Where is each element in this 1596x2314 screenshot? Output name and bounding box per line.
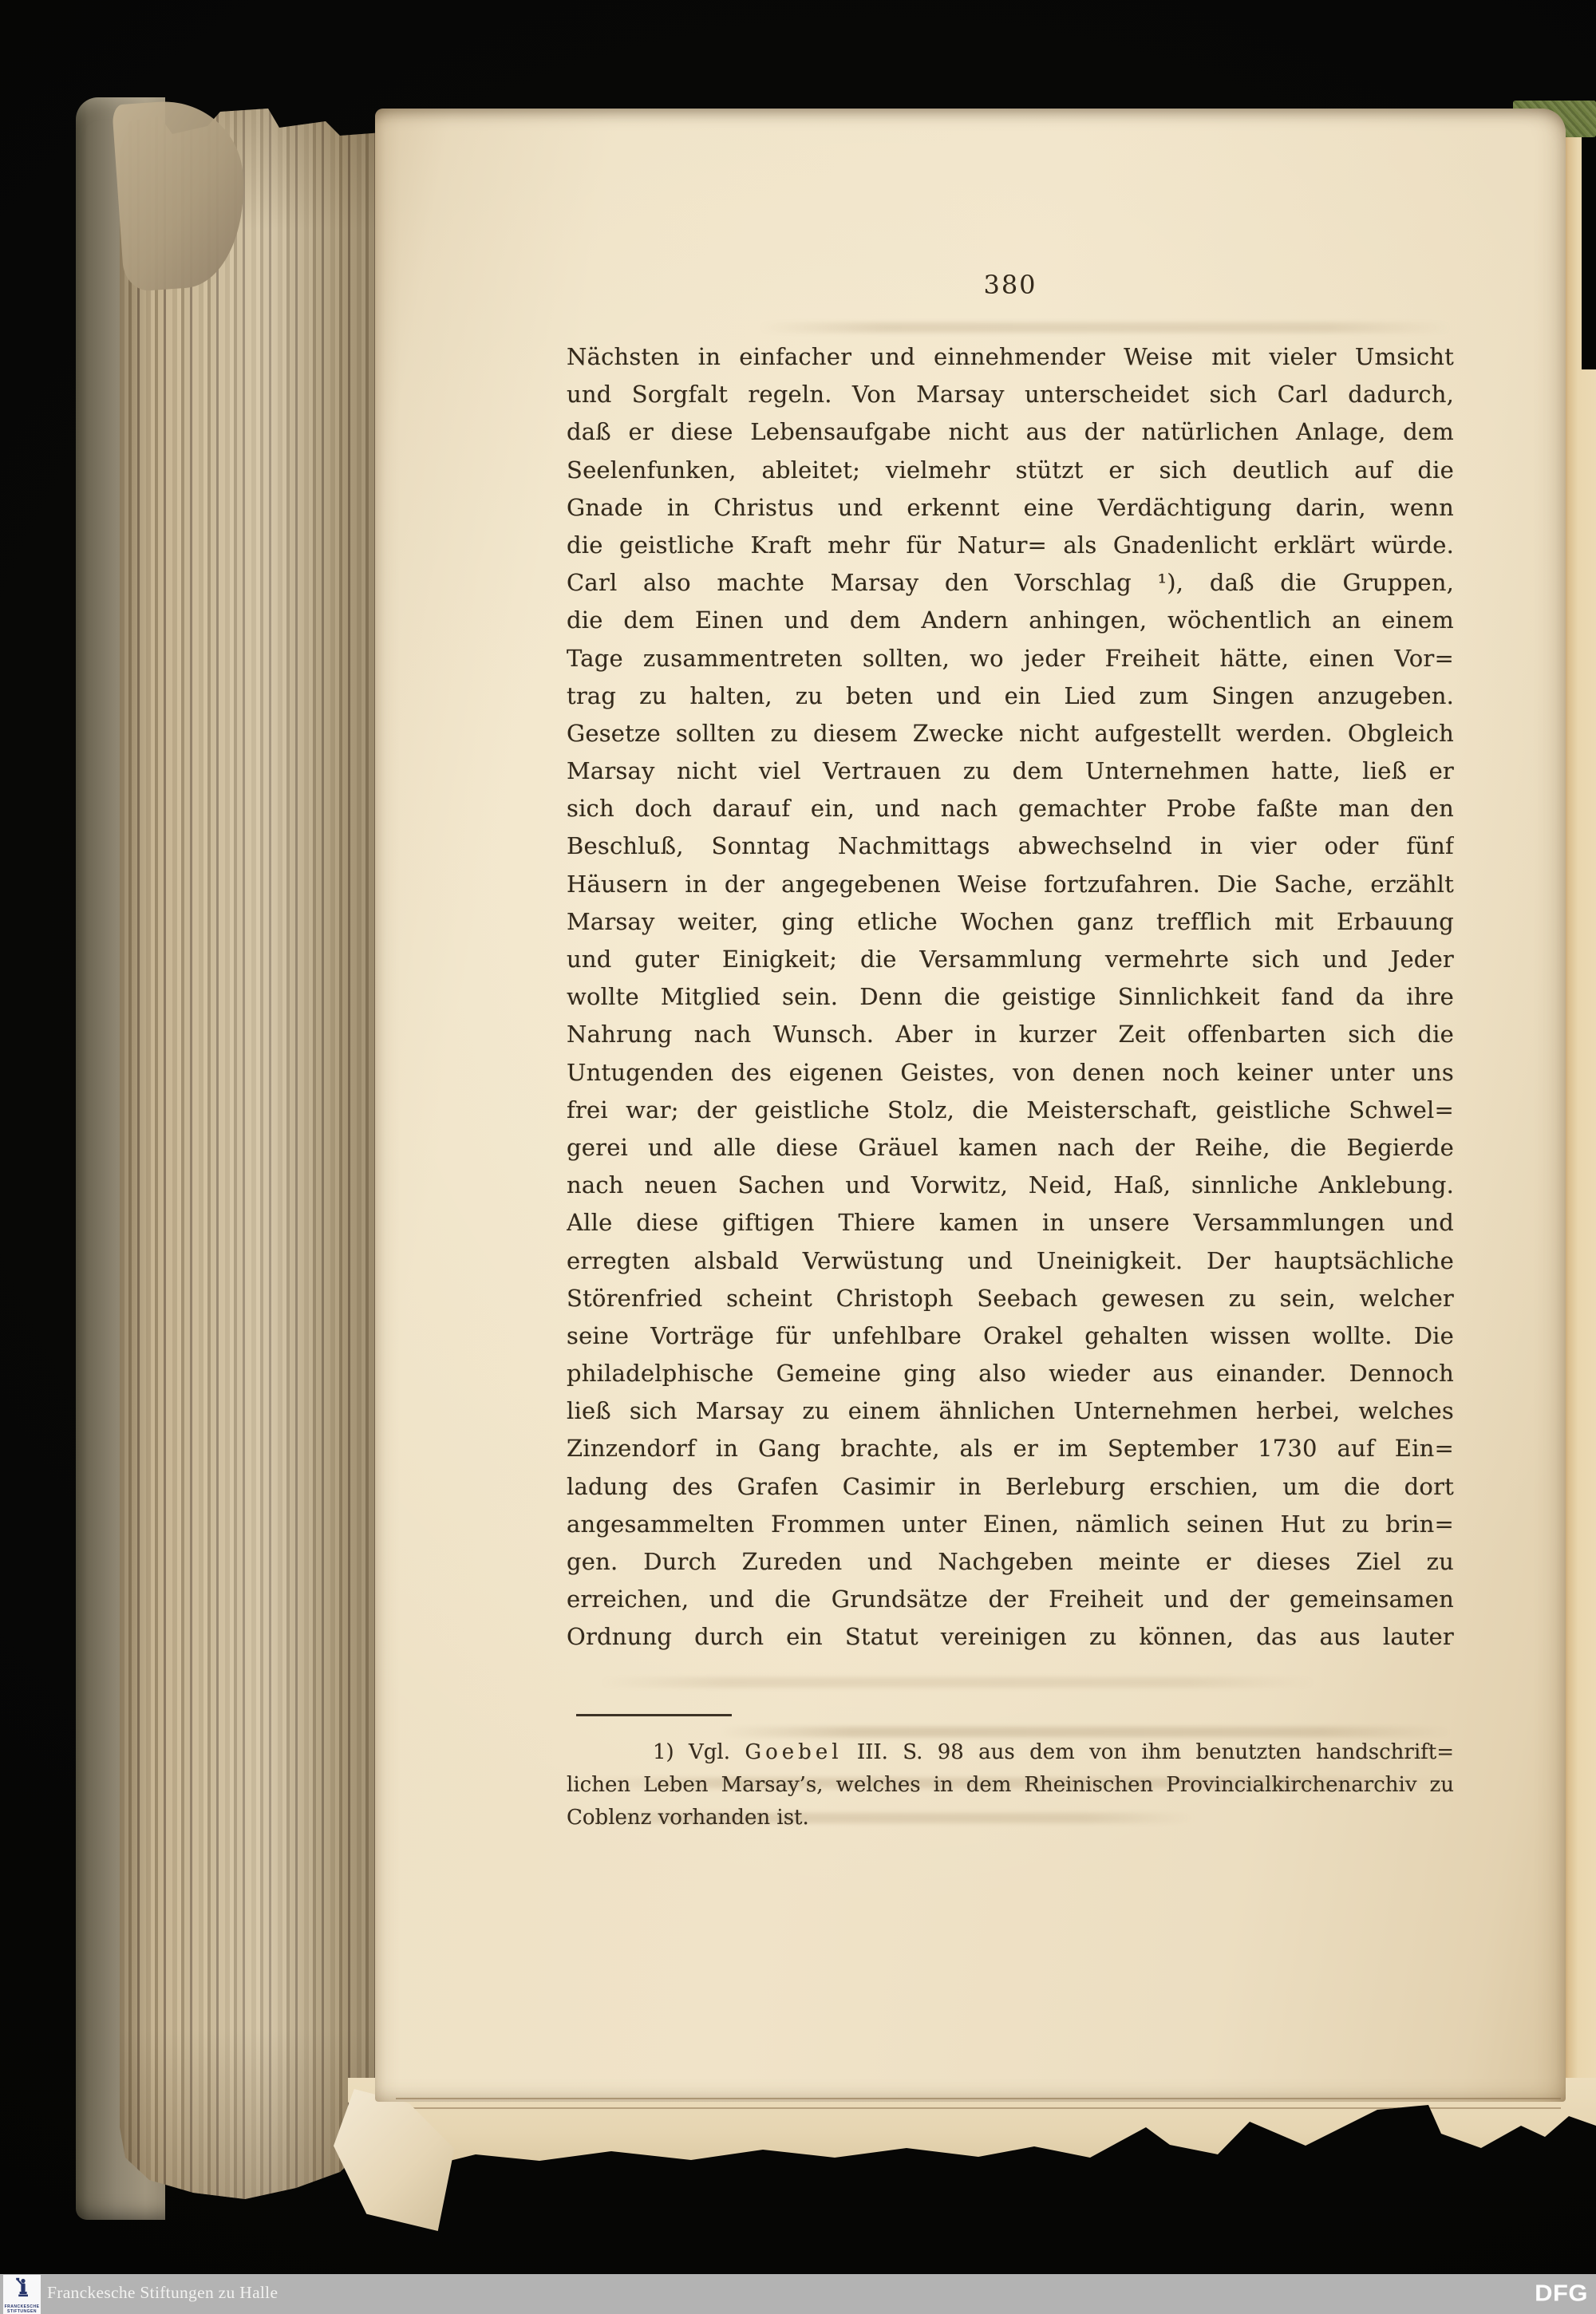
footnote-text: III. S. 98 aus dem von ihm benutzten handschrift=	[842, 1740, 1454, 1764]
body-text-line: frei war; der geistliche Stolz, die Meisterschaft, geistliche Schwel=	[567, 1096, 1454, 1123]
dfg-logo: DFG	[1535, 2280, 1588, 2306]
body-text-line: und Sorgfalt regeln. Von Marsay unterscheidet sich Carl dadurch,	[567, 381, 1454, 409]
body-text-line: Nächsten in einfacher und einnehmender Weise mit vieler Umsicht	[567, 343, 1454, 370]
footnote-line	[567, 1736, 1454, 1769]
institution-label: Franckesche Stiftungen zu Halle	[47, 2283, 279, 2302]
body-text-line: Untugenden des eigenen Geistes, von denen noch keiner unter uns	[567, 1058, 1454, 1086]
body-text-line: erreichen, und die Grundsätze der Freiheit und der gemeinsamen	[567, 1585, 1454, 1613]
body-text-line: Seelenfunken, ableitet; vielmehr stützt er sich deutlich auf die	[567, 456, 1454, 484]
body-text-line: trag zu halten, zu beten und ein Lied zum Singen anzugeben.	[567, 681, 1454, 709]
page-number: 380	[983, 270, 1037, 300]
body-text-line: philadelphische Gemeine ging also wieder aus einander. Dennoch	[567, 1360, 1454, 1388]
body-text-line: ließ sich Marsay zu einem ähnlichen Unternehmen herbei, welches	[567, 1397, 1454, 1425]
footnote-cited-author: Goebel	[745, 1740, 843, 1764]
body-text-line: Zinzendorf in Gang brachte, als er im September 1730 auf Ein=	[567, 1435, 1454, 1463]
footnote-marker: 1) Vgl.	[653, 1740, 745, 1764]
franckesche-logo-caption-line2: STIFTUNGEN	[7, 2309, 37, 2314]
body-text-line: nach neuen Sachen und Vorwitz, Neid, Haß, sinnliche Anklebung.	[567, 1171, 1454, 1199]
body-text-line: und guter Einigkeit; die Versammlung vermehrte sich und Jeder	[567, 946, 1454, 973]
body-text-line: angesammelten Frommen unter Einen, nämlich seinen Hut zu brin=	[567, 1510, 1454, 1538]
footnote-line: Coblenz vorhanden ist.	[567, 1806, 809, 1830]
leaf-edge-line	[396, 2098, 1561, 2099]
body-text-line: Marsay weiter, ging etliche Wochen ganz trefflich mit Erbauung	[567, 907, 1454, 935]
body-text-line: sich doch darauf ein, und nach gemachter Probe faßte man den	[567, 795, 1454, 823]
franckesche-logo-box	[3, 2275, 41, 2314]
body-text-line: Carl also machte Marsay den Vorschlag ¹), daß die Gruppen,	[567, 569, 1454, 597]
body-text-line: Gnade in Christus und erkennt eine Verdächtigung darin, wenn	[567, 493, 1454, 521]
book-page	[375, 109, 1566, 2102]
body-text-line: Beschluß, Sonntag Nachmittags abwechselnd in vier oder fünf	[567, 832, 1454, 860]
body-text-line: seine Vorträge für unfehlbare Orakel gehalten wissen wollte. Die	[567, 1321, 1454, 1349]
body-text-line: gen. Durch Zureden und Nachgeben meinte er dieses Ziel zu	[567, 1548, 1454, 1575]
body-text-line: Marsay nicht viel Vertrauen zu dem Unternehmen hatte, ließ er	[567, 757, 1454, 785]
footnote-line: lichen Leben Marsay’s, welches in dem Rheinischen Provincialkirchenarchiv zu	[567, 1773, 1454, 1797]
show-through-streak	[758, 322, 1452, 333]
footnote-separator-rule	[576, 1714, 732, 1716]
body-text-line: wollte Mitglied sein. Denn die geistige Sinnlichkeit fand da ihre	[567, 983, 1454, 1011]
body-text-line: daß er diese Lebensaufgabe nicht aus der natürlichen Anlage, dem	[567, 418, 1454, 446]
franckesche-logo-caption-line1: FRANCKESCHE	[4, 2304, 40, 2309]
body-text-line: Ordnung durch ein Statut vereinigen zu können, das aus lauter	[567, 1623, 1454, 1651]
body-text-line: Gesetze sollten zu diesem Zwecke nicht aufgestellt werden. Obgleich	[567, 719, 1454, 747]
body-text-line: ladung des Grafen Casimir in Berleburg erschien, um die dort	[567, 1472, 1454, 1500]
body-text-line: Tage zusammentreten sollten, wo jeder Freiheit hätte, einen Vor=	[567, 644, 1454, 672]
leaf-edge-line	[375, 2107, 1561, 2109]
body-text-line: erregten alsbald Verwüstung und Uneinigkeit. Der hauptsächliche	[567, 1246, 1454, 1274]
body-text-line: Nahrung nach Wunsch. Aber in kurzer Zeit offenbarten sich die	[567, 1021, 1454, 1048]
background-gap	[1582, 126, 1596, 369]
body-text-line: Alle diese giftigen Thiere kamen in unsere Versammlungen und	[567, 1209, 1454, 1237]
body-text-line: Häusern in der angegebenen Weise fortzufahren. Die Sache, erzählt	[567, 870, 1454, 898]
body-text-line: die dem Einen und dem Andern anhingen, wöchentlich an einem	[567, 606, 1454, 634]
footnote	[567, 1736, 1454, 1834]
body-text-line: Störenfried scheint Christoph Seebach gewesen zu sein, welcher	[567, 1284, 1454, 1312]
viewer-footer-bar	[0, 2274, 1596, 2314]
franckesche-logo-icon	[14, 2277, 30, 2300]
body-text	[567, 338, 1454, 1657]
page-stack-fore-edges	[120, 104, 383, 2218]
show-through-streak	[598, 1677, 1317, 1688]
body-text-line: gerei und alle diese Gräuel kamen nach der Reihe, die Begierde	[567, 1133, 1454, 1161]
body-text-line: die geistliche Kraft mehr für Natur= als Gnadenlicht erklärt würde.	[567, 531, 1454, 559]
